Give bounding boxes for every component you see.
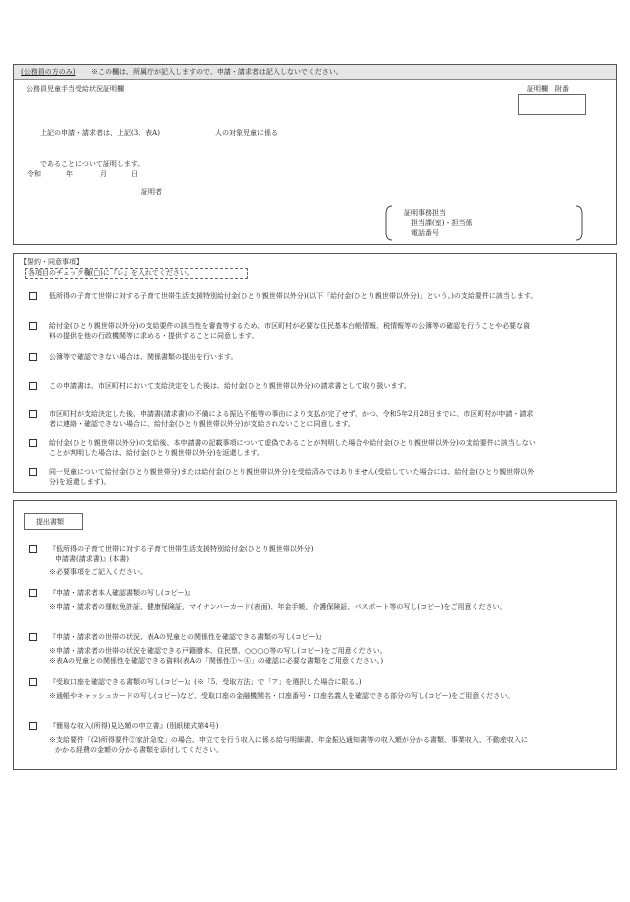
pledge-checkbox-7[interactable] <box>29 468 37 476</box>
document-item-3-heading: 『申請・請求者の世帯の状況、表Aの児童との関係性を確認できる書類の写し(コピー)』 <box>49 633 326 641</box>
official-title: 公務員児童手当受給状況証明欄 <box>26 85 124 93</box>
pledge-checkbox-2[interactable] <box>29 322 37 330</box>
document-checkbox-5[interactable] <box>29 722 37 730</box>
pledge-checkbox-1[interactable] <box>29 292 37 300</box>
pledge-checkbox-3[interactable] <box>29 353 37 361</box>
document-checkbox-4[interactable] <box>29 678 37 686</box>
official-statement-line1a: 上記の申請・請求者は、上記(3．表A) <box>40 129 160 137</box>
pledge-instruction: 各項目のチェック欄(□)に『レ』を入れてください。 <box>28 269 194 277</box>
document-item-2-note-1: ※申請・請求者の運転免許証、健康保険証、マイナンバーカード(表面)、年金手帳、介護保険証、パスポート等の写し(コピー)をご用意ください。 <box>49 603 507 611</box>
pledge-title: 【誓約・同意事項】 <box>20 258 83 266</box>
document-item-5-heading: 『簡易な収入(所得)見込額の申立書』(別紙様式第4号) <box>49 722 219 730</box>
document-item-4-note-1: ※通帳やキャッシュカードの写し(コピー)など、受取口座の金融機関名・口座番号・口座名義人を確認できる部分の写し(コピー)をご用意ください。 <box>49 692 515 700</box>
document-item-5-note-2: かかる経費の金額の分かる書類を添付してください。 <box>55 746 223 754</box>
pledge-item-5-line1: 市区町村が支給決定した後、申請書(請求書)の不備による振込不能等の事由により支払が完了せず、かつ、令和5年2月28日までに、市区町村が申請・請求 <box>49 410 534 418</box>
date-month: 月 <box>100 170 107 178</box>
official-header-note: ※この欄は、所属庁が記入しますので、申請・請求者は記入しないでください。 <box>91 68 343 76</box>
date-day: 日 <box>131 170 138 178</box>
document-item-1-heading-line2: 申請書(請求書)』(本書) <box>55 555 129 563</box>
pledge-item-2-line1: 給付金(ひとり親世帯以外分)の支給要件の該当性を審査等するため、市区町村が必要な住民基本台帳情報、税情報等の公簿等の確認を行うことや必要な資 <box>49 322 531 330</box>
pledge-item-2-line2: 料の提供を他の行政機関等に求める・提供することに同意します。 <box>49 332 259 340</box>
pledge-item-6-line1: 給付金(ひとり親世帯以外分)の支給後、本申請書の記載事項について虚偽であることが判明した場合や給付金(ひとり親世帯以外分)の支給要件に該当しない <box>49 439 536 447</box>
document-item-5-note-1: ※支給要件「(2)所得要件②家計急変」の場合、申立てを行う収入に係る給与明細書、年金振込通知書等の収入額が分かる書類、事業収入、不動産収入に <box>49 736 528 744</box>
document-item-3-note-1: ※申請・請求者の世帯の状況を確認できる戸籍謄本、住民票、○○○○等の写し(コピー)をご用意ください。 <box>49 647 387 655</box>
official-statement-line1b: 人の対象児童に係る <box>215 129 278 137</box>
document-checkbox-2[interactable] <box>29 589 37 597</box>
certifier-label: 証明者 <box>141 188 162 196</box>
pledge-checkbox-6[interactable] <box>29 439 37 447</box>
document-item-2-heading: 『申請・請求者本人確認書類の写し(コピー)』 <box>49 589 195 597</box>
document-checkbox-3[interactable] <box>29 633 37 641</box>
pledge-item-7-line1: 同一児童について給付金(ひとり親世帯分)または給付金(ひとり親世帯以外分)を受給済みではありません(受給していた場合には、給付金(ひとり親世帯以外 <box>49 468 535 476</box>
documents-title: 提出書類 <box>36 518 64 526</box>
pledge-item-5-line2: 者に連絡・確認できない場合に、給付金(ひとり親世帯以外分)が支給されないことに同意します。 <box>49 420 355 428</box>
contact-line-1: 証明事務担当 <box>404 209 446 217</box>
official-header-tag: (公務員の方のみ) <box>21 68 76 76</box>
document-item-1-heading: 『低所得の子育て世帯に対する子育て世帯生活支援特別給付金(ひとり親世帯以外分) <box>49 545 314 553</box>
date-year: 年 <box>66 170 73 178</box>
contact-line-2: 担当課(室)・担当係 <box>411 219 473 227</box>
document-item-1-note-1: ※必要事項をご記入ください。 <box>49 568 147 576</box>
cert-number-label: 証明欄 附番 <box>527 85 569 93</box>
pledge-checkbox-4[interactable] <box>29 382 37 390</box>
pledge-item-1-line1: 低所得の子育て世帯に対する子育て世帯生活支援特別給付金(ひとり親世帯以外分)(以下「給付金(ひとり親世帯以外分)」という。)の支給要件に該当します。 <box>49 292 538 300</box>
pledge-checkbox-5[interactable] <box>29 410 37 418</box>
contact-line-3: 電話番号 <box>411 229 439 237</box>
document-checkbox-1[interactable] <box>29 545 37 553</box>
pledge-item-4-line1: この申請書は、市区町村において支給決定をした後は、給付金(ひとり親世帯以外分)の請求書として取り扱います。 <box>49 382 411 390</box>
official-statement-line2: であることについて証明します。 <box>40 160 145 168</box>
document-item-3-note-2: ※表Aの児童との関係性を確認できる資料(表Aの「関係性①～④」の確認に必要な書類をご用意ください。) <box>49 657 384 665</box>
pledge-item-7-line2: 分)を返還します)。 <box>49 478 111 486</box>
document-item-4-heading: 『受取口座を確認できる書類の写し(コピー)』(※「5．受取方法」で「ア」を選択した場合に限る。) <box>49 678 362 686</box>
cert-number-field[interactable] <box>518 94 586 115</box>
date-era: 令和 <box>27 170 41 178</box>
pledge-item-3-line1: 公簿等で確認できない場合は、関係書類の提出を行います。 <box>49 353 238 361</box>
pledge-item-6-line2: ことが判明した場合は、給付金(ひとり親世帯以外分)を返還します。 <box>49 449 264 457</box>
